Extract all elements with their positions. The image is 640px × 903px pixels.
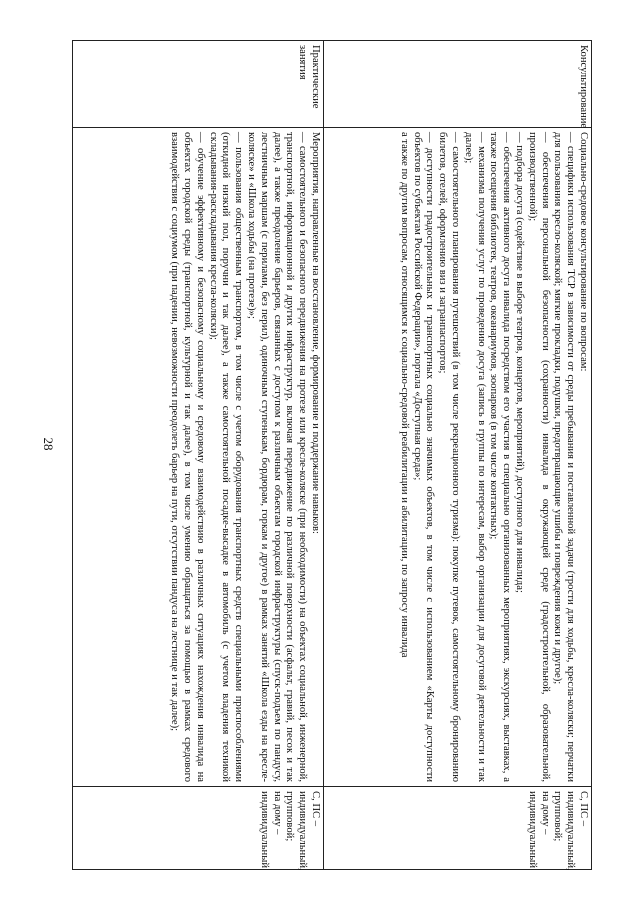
content-line: а также по другим вопросам, относящимся к социально-средовой реабилитации и абилитации, по запросу инвалида	[398, 132, 410, 658]
content-line: — самостоятельного планирования путешествий (в том числе рекреационного туризма): покупке путевок, самостоятельному бронированию билетов, отелей, оформлению виз и загранпаспортов;	[437, 132, 462, 782]
form-cell	[73, 787, 324, 870]
form-line: С, ПС –	[310, 791, 321, 827]
rehabilitation-table	[72, 40, 592, 870]
form-line: индивидуальный,	[565, 791, 577, 871]
table-row	[73, 41, 324, 870]
content-line: — доступности градостроительных и транспортных социально значимых объектов, в том числе с использованием «Карты доступности объектов по субъектам Российской Федерации», портала «Доступная среда»;	[411, 132, 436, 782]
type-cell	[324, 41, 592, 128]
content-line: — обеспечения персональной безопасности (сохранности) инвалида в окружающей среде (градостроительной, образовательной, производственной);	[526, 132, 551, 782]
service-type: Практические занятия	[297, 45, 321, 109]
content-line: — подбора досуга (содействие в выборе театров, концертов, мероприятий), доступного для инвалида;	[514, 132, 526, 593]
form-line: С, ПС –	[578, 791, 589, 827]
content-line: — специфики использования ТСР в зависимости от среды пребывания и поставленной задачи (трости для ходьбы, кресла-коляски; перчатки для пользования кресло-коляской; мягкие прокладки, подушки, предотвращающие ушибы и повреждения кожи и другое);	[552, 132, 577, 782]
form-line: индивидуальный	[258, 791, 270, 868]
content-line: — самостоятельного и безопасного передвижения на протезе или кресле-коляске (при необходимости) на объектах социальной, инженерной, транспортной, информационной и других инфраструктур, включая передвижение по различной поверхности (асфальт, гравий, песок и так далее), а также преодоление барьеров, связанных с доступом к различным объектам городской инфраструктуры (спуск-подъем по пандусу, лестничным маршам (с перилами, без перил), одиночным ступенькам, бордюрам, горкам и другое) в рамках занятий «Школа езды на кресле-коляске» и «Школа ходьбы (на протезе)»;	[246, 132, 309, 782]
content-line: — механизма получения услуг по проведению досуга (запись в группы по интересам, выбор организации для досуговой деятельности и так далее);	[462, 132, 487, 782]
content-line: — пользования общественным транспортом, в том числе с учетом оборудования транспортных средств специальными приспособлениями (откидной низкий пол, поручни и так далее), а также самостоятельной посадке-высадке в автомобиль (с учетом владения техникой складывания-раскладывания кресла-коляски);	[207, 132, 245, 782]
table-row	[324, 41, 592, 870]
service-type: Консультирование	[578, 45, 589, 129]
content-line: — обучение эффективному и безопасному социальному и средовому взаимодействию в различных ситуациях нахождения инвалида на объектах городской среды (транспортной, культурной и так далее), в том числе умению обращаться за помощью в рамках средового взаимодействия с социумом (при падении, невозможности преодолеть барьер на пути, отсутствии пандуса на лестнице и так далее);	[169, 132, 206, 782]
form-cell	[324, 787, 592, 870]
form-line: групповой;	[284, 791, 296, 842]
content-cell	[324, 128, 592, 787]
page-number: 28	[41, 437, 56, 451]
content-line: — обеспечения активного досуга инвалида посредством его участия в специально организованных мероприятиях, экскурсиях, выставках, а также посещения библиотек, театров, океанариумов, зоопарков (в том числе контактных);	[488, 132, 513, 782]
content-line: Мероприятия, направленные на восстановление, формирование и поддержание навыков:	[310, 132, 321, 534]
content-line: Социально-средовое консультирование по вопросам:	[578, 132, 589, 372]
content-cell	[73, 128, 324, 787]
form-line: на дому –	[539, 791, 551, 835]
form-line: групповой;	[552, 791, 564, 842]
form-line: индивидуальный	[526, 791, 538, 868]
form-line: индивидуальный,	[297, 791, 309, 871]
rotated-page-content	[72, 40, 592, 870]
form-line: на дому –	[271, 791, 283, 835]
type-cell	[73, 41, 324, 128]
